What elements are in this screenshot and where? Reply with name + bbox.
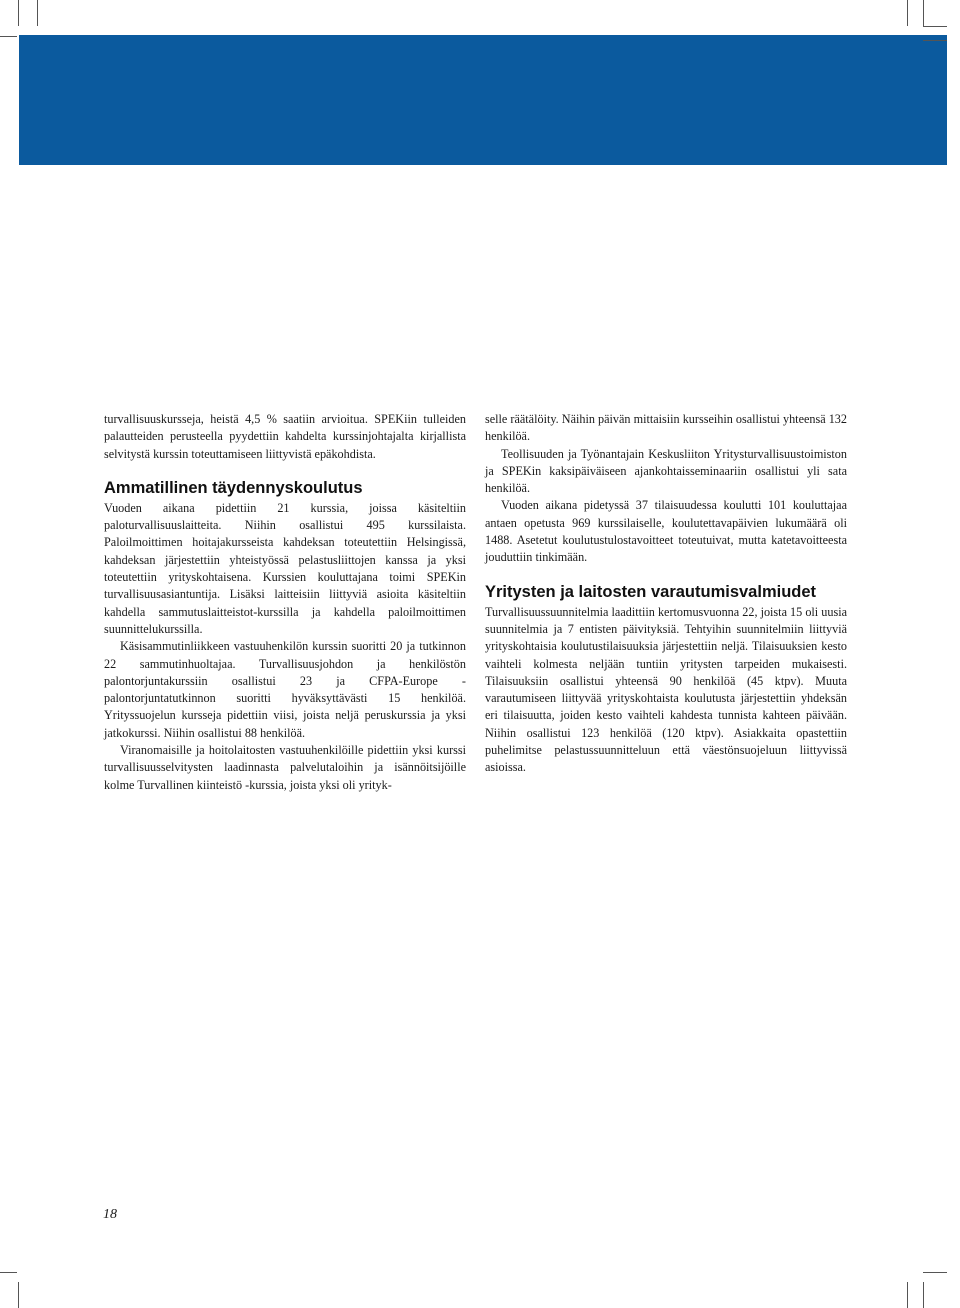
crop-mark-bottom-left-v (18, 1282, 19, 1308)
crop-mark-top-left-v (18, 0, 19, 26)
left-column (104, 411, 466, 794)
right-intro-paragraph-2: Teollisuuden ja Työnantajain Keskusliiton Yritysturvallisuustoimiston ja SPEKin kaksipäiväiseen ajankohtaisseminaariin osallistui yli sata henkilöä. (485, 446, 847, 496)
crop-mark-bottom-left-h (0, 1272, 17, 1273)
crop-mark-top-right-h (923, 26, 947, 27)
right-column (485, 411, 847, 777)
left-paragraph-2: Käsisammutinliikkeen vastuuhenkilön kurssin suoritti 20 ja tutkinnon 22 sammutinhuoltajaa. Turvallisuusjohdon ja henkilöstön palontorjuntakurssiin osallistui 23 ja CFPA-Europe -palontorjuntatutkinnon suoritti hyväksyttävästi 15 henkilöä. Yrityssuojelun kursseja pidettiin viisi, joista neljä peruskurssia ja yksi jatkokurssi. Niihin osallistui 88 henkilöä. (104, 639, 466, 740)
crop-mark-top-right-v (907, 0, 908, 26)
header-band (19, 35, 947, 165)
left-paragraph-3: Viranomaisille ja hoitolaitosten vastuuhenkilöille pidettiin yksi kurssi turvallisuusselvitysten laadinnasta palvelutaloihin ja isännöitsijöille kolme Turvallinen kiinteistö -kurssia, joista yksi oli yrityk- (104, 743, 466, 792)
left-paragraph-1: Vuoden aikana pidettiin 21 kurssia, joissa käsiteltiin paloturvallisuuslaitteita. Niihin osallistui 495 kurssilaista. Paloilmoittimen hoitajakursseista kahdeksan toteutettiin Helsingissä, kahdeksan järjestettiin yhteistyössä pelastusliittojen kanssa ja yksi toteutettiin yrityskohtaisena. Kurssien kouluttajana toimi SPEKin turvallisuusasiantuntija. Lisäksi laitteisiin liittyviä asioita käsiteltiin kahdella sammutuslaitteistot-kurssilla ja kahdella paloilmoittimen suunnittelukurssilla. (104, 500, 466, 636)
crop-mark-bottom-right-h (923, 1272, 947, 1273)
right-intro-paragraph-1: selle räätälöity. Näihin päivän mittaisiin kursseihin osallistui yhteensä 132 henkilöä. (485, 412, 847, 444)
right-intro-paragraph-3: Vuoden aikana pidetyssä 37 tilaisuudessa koulutti 101 kouluttajaa antaen opetusta 969 kurssilaiselle, koulutettavapäivien lukumäärä oli 1488. Asetetut koulutustulostavoitteet toteutuivat, mutta katetavoitteesta jouduttiin tinkimään. (485, 498, 847, 565)
right-paragraph-1: Turvallisuussuunnitelmia laadittiin kertomusvuonna 22, joista 15 oli uusia suunnitelmia ja 7 entisten päivityksiä. Tehtyihin suunnitelmiin liittyviä yrityskohtaisia koulutustilaisuuksia järjestettiin neljä. Tilaisuuksien kesto vaihteli kolmesta neljään tuntiin yritysten tarpeiden mukaisesti. Tilaisuuksiin osallistui yhteensä 90 henkilöä (45 ktpv). Muuta varautumiseen liittyvää yrityskohtaista koulutusta järjestettiin yhdeksän eri tilaisuutta, joiden kesto vaihteli kahdesta tunnista kahteen päivään. Niihin osallistui 123 henkilöä (120 ktpv). Asiakkaita opastettiin puhelimitse pelastussuunnitteluun että väestönsuojeluun liittyvissä asioissa. (485, 604, 847, 775)
page-number: 18 (103, 1207, 117, 1222)
section-heading-ammatillinen: Ammatillinen täydennyskoulutus (104, 478, 363, 497)
crop-mark-bottom-right-v (907, 1282, 908, 1308)
crop-mark-top-left-h (0, 36, 17, 37)
crop-mark-top-left-v2 (37, 0, 38, 26)
crop-mark-bottom-right-v2 (923, 1282, 924, 1308)
crop-mark-top-right-v2 (923, 0, 924, 26)
crop-mark-top-right-h2 (923, 40, 947, 41)
section-heading-yritysten: Yritysten ja laitosten varautumisvalmiudet (485, 582, 817, 601)
left-intro-paragraph: turvallisuuskursseja, heistä 4,5 % saatiin arvioitua. SPEKiin tulleiden palautteiden perusteella pyydettiin kahdelta kurssinjohtajalta kirjallista selvitystä kurssin toteuttamiseen liittyvistä epäkohdista. (104, 412, 466, 461)
